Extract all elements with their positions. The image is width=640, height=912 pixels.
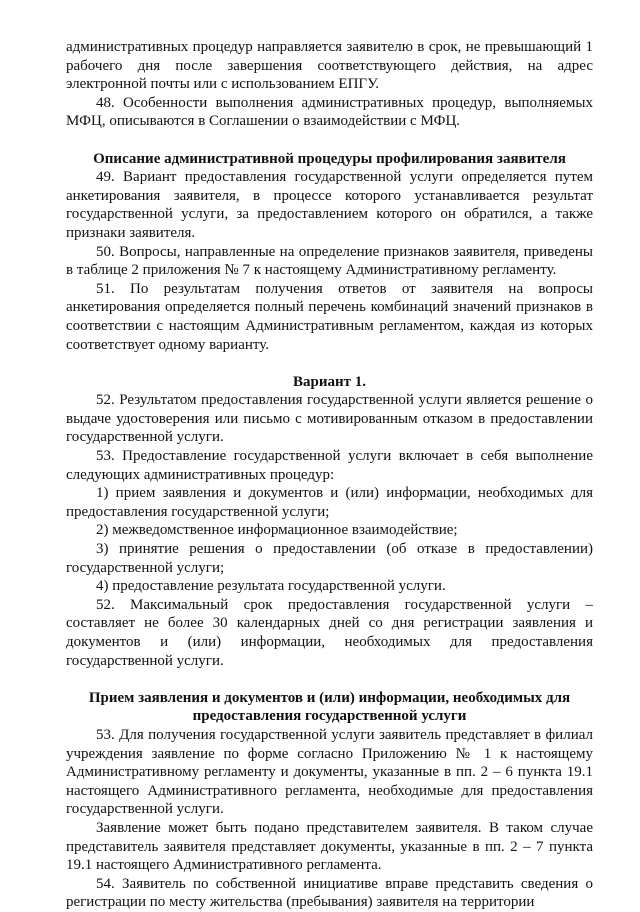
paragraph-52-deadline: 52. Максимальный срок предоставления государственной услуги – составляет не более 30 календарных дней со дня регистрации заявления и документов и (или) информации, необходимых для предоставления государственной услуги. — [66, 596, 593, 669]
section-heading-variant-1: Вариант 1. — [292, 373, 366, 390]
list-item-3: 3) принятие решения о предоставлении (об отказе в предоставлении) государственной услуги; — [66, 541, 593, 576]
paragraph-48: 48. Особенности выполнения административных процедур, выполняемых МФЦ, описываются в Соглашении о взаимодействии с МФЦ. — [66, 94, 593, 130]
spacer — [66, 670, 593, 689]
paragraph-52-result: 52. Результатом предоставления государственной услуги является решение о выдаче удостоверения или письмо с мотивированным отказом в предоставлении государственной услуги. — [66, 392, 593, 446]
list-item-1: 1) прием заявления и документов и (или) информации, необходимых для предоставления государственной услуги; — [66, 485, 593, 520]
section-heading-profiling: Описание административной процедуры профилирования заявителя — [93, 150, 566, 167]
spacer — [66, 131, 593, 150]
spacer — [66, 354, 593, 373]
paragraph-representative: Заявление может быть подано представителем заявителя. В таком случае представитель заявителя представляет документы, указанные в пп. 2 – 7 пункта 19.1 настоящего Административного регламента. — [66, 819, 593, 874]
paragraph-51: 51. По результатам получения ответов от заявителя на вопросы анкетирования определяется полный перечень комбинаций значений признаков в соответствии с настоящим Административным регламентом, каждая из которых соответствует одному варианту. — [66, 280, 593, 353]
section-heading-application-intake: Прием заявления и документов и (или) информации, необходимых для предоставления государственной услуги — [88, 689, 571, 725]
list-item-4: 4) предоставление результата государственной услуги. — [96, 578, 446, 595]
paragraph-50: 50. Вопросы, направленные на определение признаков заявителя, приведены в таблице 2 приложения № 7 к настоящему Административному регламенту. — [66, 243, 593, 279]
paragraph-53-application: 53. Для получения государственной услуги заявитель представляет в филиал учреждения заявление по форме согласно Приложению № 1 к настоящему Административному регламенту и документы, указанные в пп. 2 – 6 пункта 19.1 настоящего Административного регламента, необходимые для предоставления государственной услуги. — [66, 726, 593, 818]
document-page — [66, 38, 593, 912]
list-item-2: 2) межведомственное информационное взаимодействие; — [96, 522, 458, 539]
paragraph-54: 54. Заявитель по собственной инициативе вправе представить сведения о регистрации по месту жительства (пребывания) заявителя на территории — [66, 875, 593, 911]
paragraph-53-procedures: 53. Предоставление государственной услуги включает в себя выполнение следующих административных процедур: — [66, 448, 593, 483]
paragraph-49: 49. Вариант предоставления государственной услуги определяется путем анкетирования заявителя, в процессе которого устанавливается результат государственной услуги, за предоставлением которого он обратился, а также признаки заявителя. — [66, 169, 593, 241]
paragraph-continuation: административных процедур направляется заявителю в срок, не превышающий 1 рабочего дня после завершения соответствующего действия, на адрес электронной почты или с использованием ЕПГУ. — [66, 39, 593, 93]
